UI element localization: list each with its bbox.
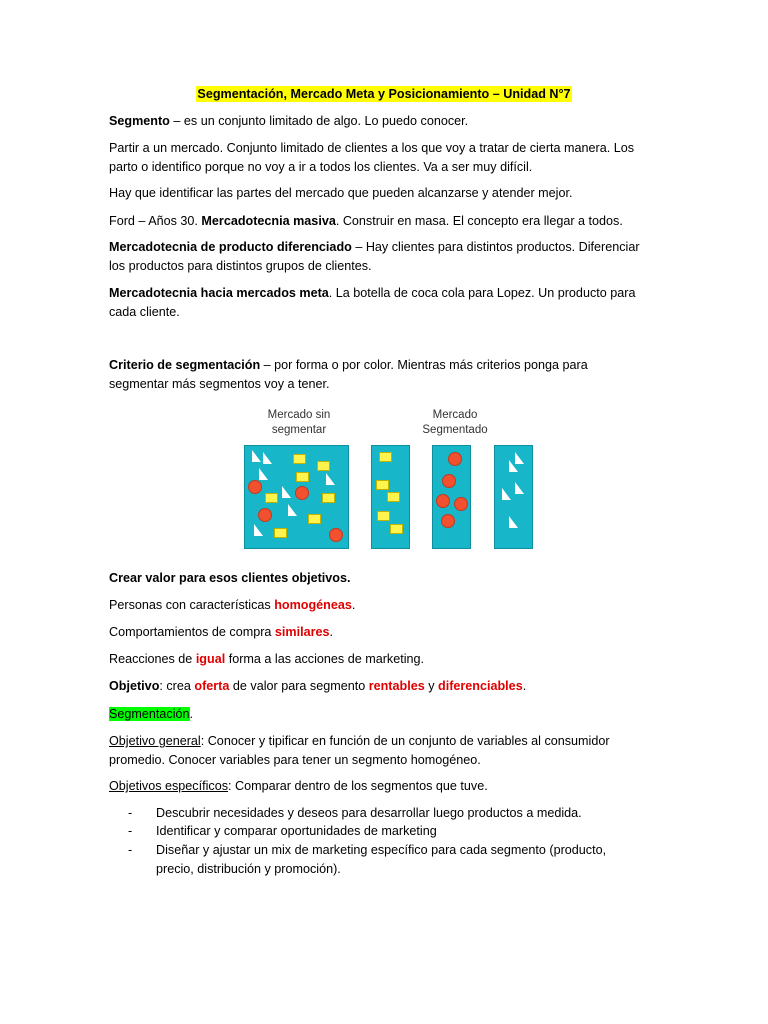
triangle-shape [259, 468, 268, 480]
bullet-dash: - [128, 843, 133, 857]
circle-shape [258, 508, 272, 522]
paragraph-objetivos-especificos [109, 777, 649, 796]
text: : Comparar dentro de los segmentos que tuve. [228, 779, 488, 793]
triangle-shape [509, 460, 518, 472]
paragraph-igual [109, 650, 649, 669]
paragraph-objetivo [109, 677, 649, 696]
text-line: Partir a un mercado. Conjunto limitado de clientes a los que voy a tratar de cierta manera. Los [109, 141, 635, 155]
paragraph-segmento [109, 112, 649, 131]
list-item-text: Identificar y comparar oportunidades de marketing [156, 824, 437, 838]
segment-squares-box [371, 445, 410, 549]
text: . La botella de coca cola para Lopez. Un producto para [328, 286, 636, 300]
paragraph-segmentacion [109, 705, 649, 724]
term: Segmento [109, 114, 170, 128]
text: y [424, 679, 438, 693]
triangle-shape [282, 486, 291, 498]
triangle-shape [502, 488, 511, 500]
bullet-dash: - [128, 806, 133, 820]
text: . [522, 679, 527, 693]
text: forma a las acciones de marketing. [225, 652, 424, 666]
triangle-shape [288, 504, 297, 516]
text: . [351, 598, 356, 612]
text-line: los productos para distintos grupos de clientes. [109, 258, 372, 273]
text-line: parto o identifico porque no voy a ir a todos los clientes. Va a ser muy difícil. [109, 159, 533, 174]
square-shape [376, 480, 389, 490]
text-bold: Crear valor para esos clientes objetivos. [109, 571, 351, 585]
paragraph-similares [109, 623, 649, 642]
text: – por forma o por color. Mientras más criterios ponga para [260, 358, 588, 372]
circle-shape [448, 452, 462, 466]
text-line: cada cliente. [109, 304, 180, 319]
segment-circles-box [432, 445, 471, 549]
term: Objetivo [109, 679, 160, 693]
triangle-shape [515, 482, 524, 494]
circle-shape [441, 514, 455, 528]
square-shape [293, 454, 306, 464]
term: Mercadotecnia masiva [201, 214, 336, 228]
text: . [189, 707, 194, 721]
paragraph-diferenciado [109, 238, 649, 275]
triangle-shape [263, 452, 272, 464]
circle-shape [295, 486, 309, 500]
paragraph-crear-valor [109, 569, 649, 588]
text-line: Diseñar y ajustar un mix de marketing específico para cada segmento (producto, [156, 843, 607, 857]
highlight-red: homogéneas [274, 598, 352, 612]
text: Reacciones de [109, 652, 196, 666]
term: Mercadotecnia de producto diferenciado [109, 240, 352, 254]
highlight-green: Segmentación [109, 707, 190, 721]
highlight-red: igual [195, 652, 226, 666]
paragraph-criterio [109, 356, 649, 393]
bullet-dash: - [128, 824, 133, 838]
circle-shape [454, 497, 468, 511]
text-line: segmentar más segmentos voy a tener. [109, 376, 330, 391]
label-line: Mercado [432, 409, 478, 421]
square-shape [265, 493, 278, 503]
text: : crea [159, 679, 195, 693]
page-title [0, 86, 768, 102]
circle-shape [442, 474, 456, 488]
text: : Conocer y tipificar en función de un conjunto de variables al consumidor [200, 734, 610, 748]
text-line: precio, distribución y promoción). [156, 861, 341, 876]
paragraph-homogeneas [109, 596, 649, 615]
label-line: Mercado sin [267, 409, 331, 421]
square-shape [296, 472, 309, 482]
square-shape [387, 492, 400, 502]
highlight-red: diferenciables [438, 679, 523, 693]
text: – es un conjunto limitado de algo. Lo puedo conocer. [169, 114, 469, 128]
highlight-red: similares [274, 625, 330, 639]
text: Comportamientos de compra [109, 625, 275, 639]
term: Mercadotecnia hacia mercados meta [109, 286, 329, 300]
circle-shape [248, 480, 262, 494]
segmented-label [400, 408, 510, 437]
square-shape [274, 528, 287, 538]
underlined-term: Objetivos específicos [109, 779, 228, 793]
paragraph-partir [109, 139, 649, 176]
triangle-shape [254, 524, 263, 536]
triangle-shape [326, 473, 335, 485]
label-line: segmentar [271, 423, 327, 436]
circle-shape [329, 528, 343, 542]
triangle-shape [509, 516, 518, 528]
title-text: Segmentación, Mercado Meta y Posicionamiento – Unidad N°7 [197, 87, 571, 101]
paragraph-objetivo-general [109, 732, 649, 769]
text: – Hay clientes para distintos productos. Diferenciar [351, 240, 640, 254]
unsegmented-label [244, 408, 354, 437]
square-shape [377, 511, 390, 521]
paragraph-ford [109, 212, 649, 231]
square-shape [308, 514, 321, 524]
text: . Construir en masa. El concepto era llegar a todos. [335, 214, 623, 228]
square-shape [317, 461, 330, 471]
square-shape [322, 493, 335, 503]
paragraph-mercados-meta [109, 284, 649, 321]
term: Criterio de segmentación [109, 358, 261, 372]
square-shape [390, 524, 403, 534]
paragraph-identificar [109, 184, 649, 203]
text: Ford – Años 30. [109, 214, 202, 228]
unsegmented-market-box [244, 445, 349, 549]
square-shape [379, 452, 392, 462]
triangle-shape [252, 450, 261, 462]
text: . [329, 625, 334, 639]
text: de valor para segmento [229, 679, 369, 693]
label-line: Segmentado [422, 423, 488, 436]
circle-shape [436, 494, 450, 508]
underlined-term: Objetivo general [109, 734, 201, 748]
text-line: promedio. Conocer variables para tener un segmento homogéneo. [109, 752, 481, 767]
text: Personas con características [109, 598, 275, 612]
list-item-text [156, 841, 656, 878]
segmentation-diagram [232, 405, 538, 551]
highlight-red: rentables [368, 679, 425, 693]
text: Hay que identificar las partes del mercado que pueden alcanzarse y atender mejor. [109, 186, 573, 200]
segment-triangles-box [494, 445, 533, 549]
list-item-text: Descubrir necesidades y deseos para desarrollar luego productos a medida. [156, 806, 582, 820]
highlight-red: oferta [194, 679, 230, 693]
